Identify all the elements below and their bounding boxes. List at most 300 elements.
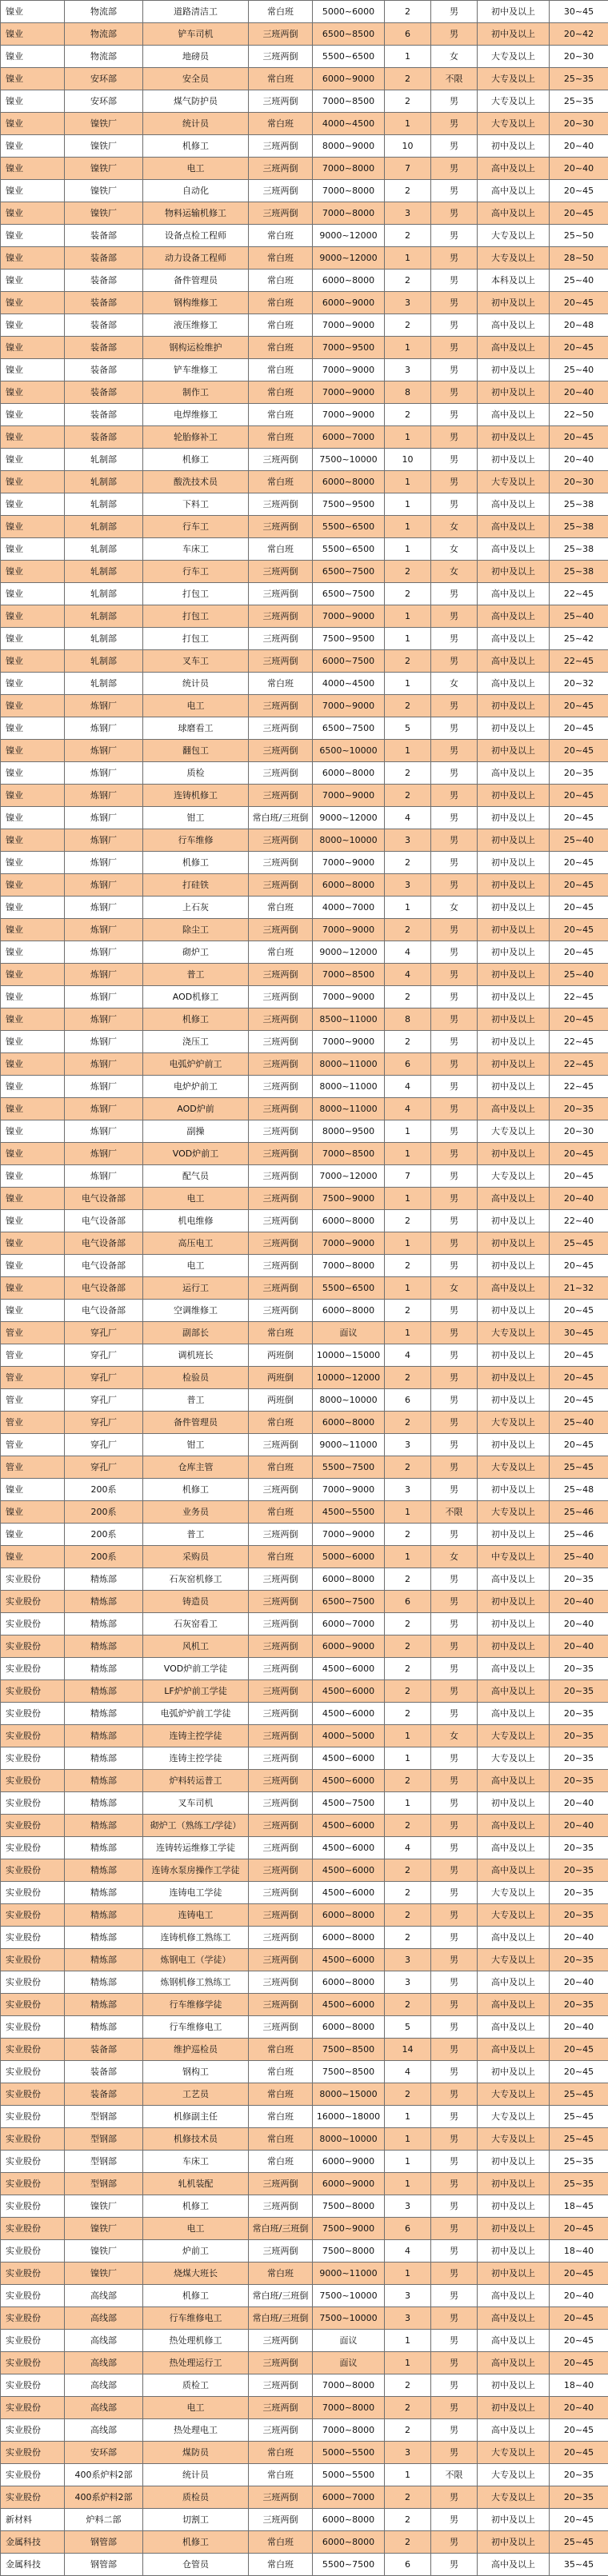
cell-shift: 三班两倒	[249, 583, 313, 605]
cell-gender: 男	[431, 650, 478, 673]
cell-shift: 三班两倒	[249, 2486, 313, 2509]
cell-headcount: 4	[385, 1344, 431, 1367]
cell-education: 高中及以上	[478, 1568, 550, 1591]
cell-shift: 常白班	[249, 247, 313, 270]
cell-age: 20~45	[550, 2352, 608, 2374]
cell-education: 大专及以上	[478, 1904, 550, 1927]
cell-position: 空调维修工	[143, 1300, 249, 1322]
cell-salary: 6000~7000	[313, 2486, 385, 2509]
cell-department: 轧制部	[65, 673, 143, 695]
cell-position: 机修工	[143, 2285, 249, 2307]
cell-education: 高中及以上	[478, 2554, 550, 2576]
cell-company: 镍业	[1, 68, 65, 90]
cell-headcount: 2	[385, 1703, 431, 1725]
cell-shift: 三班两倒	[249, 2419, 313, 2442]
cell-department: 电气设备部	[65, 1210, 143, 1232]
cell-salary: 6000~8000	[313, 874, 385, 897]
cell-education: 初中及以上	[478, 717, 550, 740]
cell-salary: 6000~7000	[313, 1613, 385, 1635]
cell-gender: 男	[431, 1210, 478, 1232]
cell-shift: 三班两倒	[249, 1120, 313, 1143]
cell-position: 统计员	[143, 2464, 249, 2486]
cell-department: 镍铁厂	[65, 2262, 143, 2285]
cell-headcount: 2	[385, 852, 431, 874]
cell-age: 25~50	[550, 225, 608, 247]
cell-company: 镍业	[1, 113, 65, 135]
cell-salary: 8000~15000	[313, 2083, 385, 2106]
cell-company: 镍业	[1, 852, 65, 874]
cell-gender: 女	[431, 1277, 478, 1300]
cell-salary: 4500~6000	[313, 1815, 385, 1837]
cell-company: 实业股份	[1, 2173, 65, 2195]
cell-company: 实业股份	[1, 1882, 65, 1904]
cell-headcount: 2	[385, 270, 431, 292]
cell-salary: 7000~9000	[313, 1031, 385, 1053]
cell-salary: 6000~8000	[313, 1568, 385, 1591]
cell-gender: 男	[431, 1815, 478, 1837]
cell-headcount: 2	[385, 762, 431, 785]
table-row	[1, 2061, 608, 2083]
table-row	[1, 785, 608, 807]
cell-position: 钢构维修工	[143, 292, 249, 314]
cell-shift: 三班两倒	[249, 23, 313, 46]
cell-department: 装备部	[65, 2083, 143, 2106]
cell-age: 25~38	[550, 538, 608, 561]
cell-salary: 7000~9000	[313, 359, 385, 381]
cell-shift: 三班两倒	[249, 740, 313, 762]
cell-department: 精炼部	[65, 1747, 143, 1770]
cell-education: 大专及以上	[478, 1165, 550, 1188]
cell-shift: 三班两倒	[249, 449, 313, 471]
cell-company: 实业股份	[1, 2397, 65, 2419]
cell-salary: 5000~6000	[313, 1, 385, 23]
cell-company: 实业股份	[1, 1792, 65, 1815]
cell-department: 镍铁厂	[65, 2218, 143, 2240]
cell-headcount: 2	[385, 1412, 431, 1434]
cell-headcount: 3	[385, 202, 431, 225]
cell-education: 高中及以上	[478, 202, 550, 225]
cell-education: 初中及以上	[478, 1389, 550, 1412]
cell-education: 初中及以上	[478, 1591, 550, 1613]
cell-education: 高中及以上	[478, 1994, 550, 2016]
cell-shift: 常白班	[249, 68, 313, 90]
cell-department: 型钢部	[65, 2106, 143, 2128]
cell-age: 25~46	[550, 1501, 608, 1524]
cell-shift: 三班两倒	[249, 1635, 313, 1658]
cell-company: 实业股份	[1, 2330, 65, 2352]
cell-company: 实业股份	[1, 1591, 65, 1613]
cell-salary: 7000~8000	[313, 2419, 385, 2442]
cell-gender: 男	[431, 1859, 478, 1882]
cell-department: 炼钢厂	[65, 1008, 143, 1031]
cell-age: 25~38	[550, 493, 608, 516]
cell-company: 管业	[1, 1344, 65, 1367]
cell-department: 炼钢厂	[65, 717, 143, 740]
cell-age: 25~40	[550, 605, 608, 628]
cell-company: 实业股份	[1, 2039, 65, 2061]
cell-position: 球磨看工	[143, 717, 249, 740]
cell-age: 25~45	[550, 2106, 608, 2128]
cell-gender: 男	[431, 740, 478, 762]
cell-shift: 常白班	[249, 404, 313, 426]
cell-gender: 男	[431, 1031, 478, 1053]
cell-headcount: 2	[385, 1031, 431, 1053]
cell-salary: 7000~9000	[313, 404, 385, 426]
cell-headcount: 1	[385, 2128, 431, 2151]
cell-gender: 男	[431, 1770, 478, 1792]
cell-shift: 常白班/三班倒	[249, 2307, 313, 2330]
cell-shift: 三班两倒	[249, 628, 313, 650]
cell-department: 镍铁厂	[65, 135, 143, 158]
cell-salary: 7000~9000	[313, 986, 385, 1008]
cell-headcount: 2	[385, 1524, 431, 1546]
cell-department: 电气设备部	[65, 1232, 143, 1255]
cell-department: 轧制部	[65, 561, 143, 583]
cell-department: 炼钢厂	[65, 964, 143, 986]
cell-age: 20~45	[550, 1344, 608, 1367]
cell-age: 22~45	[550, 986, 608, 1008]
cell-department: 精炼部	[65, 1568, 143, 1591]
cell-shift: 三班两倒	[249, 1927, 313, 1949]
table-row	[1, 2128, 608, 2151]
cell-position: 连铸电工	[143, 1904, 249, 1927]
cell-headcount: 4	[385, 941, 431, 964]
cell-position: 调机班长	[143, 1344, 249, 1367]
table-row	[1, 2173, 608, 2195]
cell-salary: 7000~9000	[313, 381, 385, 404]
cell-position: 连铸电工学徒	[143, 1882, 249, 1904]
cell-position: 机修工	[143, 449, 249, 471]
cell-gender: 男	[431, 1389, 478, 1412]
cell-age: 35~45	[550, 2554, 608, 2576]
cell-age: 20~45	[550, 807, 608, 829]
table-row	[1, 1322, 608, 1344]
cell-shift: 三班两倒	[249, 2195, 313, 2218]
cell-age: 20~45	[550, 740, 608, 762]
cell-position: 钳工	[143, 1434, 249, 1456]
cell-company: 实业股份	[1, 1994, 65, 2016]
cell-headcount: 1	[385, 247, 431, 270]
cell-position: 下料工	[143, 493, 249, 516]
cell-company: 镍业	[1, 1053, 65, 1076]
cell-department: 安环部	[65, 90, 143, 113]
cell-age: 25~40	[550, 1412, 608, 1434]
cell-gender: 女	[431, 516, 478, 538]
cell-education: 高中及以上	[478, 538, 550, 561]
cell-gender: 男	[431, 1524, 478, 1546]
cell-shift: 常白班	[249, 673, 313, 695]
cell-age: 30~45	[550, 1, 608, 23]
cell-salary: 6000~8000	[313, 2016, 385, 2039]
cell-age: 20~40	[550, 1613, 608, 1635]
cell-position: 机修工	[143, 852, 249, 874]
cell-salary: 9000~11000	[313, 2262, 385, 2285]
cell-salary: 6000~8000	[313, 1971, 385, 1994]
cell-department: 精炼部	[65, 1904, 143, 1927]
cell-shift: 两班倒	[249, 1367, 313, 1389]
table-row	[1, 1613, 608, 1635]
cell-shift: 常白班	[249, 1501, 313, 1524]
table-row	[1, 1546, 608, 1568]
cell-shift: 三班两倒	[249, 180, 313, 202]
cell-age: 22~50	[550, 404, 608, 426]
cell-department: 精炼部	[65, 1635, 143, 1658]
cell-shift: 三班两倒	[249, 1770, 313, 1792]
cell-shift: 三班两倒	[249, 1524, 313, 1546]
cell-headcount: 2	[385, 986, 431, 1008]
cell-company: 镍业	[1, 874, 65, 897]
cell-salary: 7500~9000	[313, 2218, 385, 2240]
cell-headcount: 3	[385, 2195, 431, 2218]
cell-position: AOD机修工	[143, 986, 249, 1008]
cell-age: 20~42	[550, 23, 608, 46]
cell-company: 镍业	[1, 1479, 65, 1501]
cell-age: 20~45	[550, 2509, 608, 2531]
cell-shift: 常白班	[249, 292, 313, 314]
cell-shift: 三班两倒	[249, 785, 313, 807]
cell-gender: 男	[431, 1255, 478, 1277]
cell-position: 上石灰	[143, 897, 249, 919]
table-row	[1, 46, 608, 68]
cell-position: 切割工	[143, 2509, 249, 2531]
cell-shift: 常白班	[249, 2061, 313, 2083]
cell-age: 25~40	[550, 1546, 608, 1568]
cell-age: 20~40	[550, 158, 608, 180]
table-row	[1, 23, 608, 46]
table-row	[1, 1568, 608, 1591]
cell-department: 精炼部	[65, 1680, 143, 1703]
cell-education: 高中及以上	[478, 180, 550, 202]
cell-shift: 三班两倒	[249, 852, 313, 874]
cell-gender: 男	[431, 1479, 478, 1501]
cell-gender: 男	[431, 2173, 478, 2195]
cell-company: 实业股份	[1, 2419, 65, 2442]
cell-headcount: 3	[385, 2442, 431, 2464]
cell-age: 22~45	[550, 1076, 608, 1098]
cell-age: 22~45	[550, 1053, 608, 1076]
cell-company: 金属科技	[1, 2531, 65, 2554]
cell-position: 煤气防护员	[143, 90, 249, 113]
cell-education: 大专及以上	[478, 2106, 550, 2128]
cell-department: 炼钢厂	[65, 829, 143, 852]
cell-shift: 三班两倒	[249, 829, 313, 852]
cell-department: 高线部	[65, 2419, 143, 2442]
cell-gender: 男	[431, 1837, 478, 1859]
cell-age: 25~35	[550, 2151, 608, 2173]
cell-education: 高中及以上	[478, 314, 550, 337]
cell-education: 初中及以上	[478, 1479, 550, 1501]
cell-gender: 男	[431, 1949, 478, 1971]
cell-headcount: 6	[385, 1591, 431, 1613]
cell-headcount: 2	[385, 1300, 431, 1322]
cell-headcount: 1	[385, 2173, 431, 2195]
cell-headcount: 2	[385, 404, 431, 426]
cell-position: 叉车司机	[143, 1792, 249, 1815]
cell-gender: 男	[431, 2374, 478, 2397]
cell-salary: 4000~5000	[313, 1725, 385, 1747]
cell-headcount: 6	[385, 2218, 431, 2240]
cell-position: 机修工	[143, 1479, 249, 1501]
cell-headcount: 1	[385, 1747, 431, 1770]
cell-department: 精炼部	[65, 1949, 143, 1971]
cell-headcount: 7	[385, 1165, 431, 1188]
cell-headcount: 2	[385, 314, 431, 337]
cell-headcount: 1	[385, 2106, 431, 2128]
cell-salary: 面议	[313, 1322, 385, 1344]
table-row	[1, 1367, 608, 1389]
cell-headcount: 2	[385, 2419, 431, 2442]
cell-department: 炼钢厂	[65, 807, 143, 829]
cell-salary: 6500~7500	[313, 583, 385, 605]
cell-shift: 常白班	[249, 337, 313, 359]
cell-gender: 男	[431, 1927, 478, 1949]
cell-gender: 男	[431, 852, 478, 874]
cell-position: 钢构运检维护	[143, 337, 249, 359]
table-row	[1, 1412, 608, 1434]
cell-headcount: 1	[385, 426, 431, 449]
table-row	[1, 1053, 608, 1076]
cell-headcount: 1	[385, 1232, 431, 1255]
cell-company: 镍业	[1, 471, 65, 493]
cell-education: 高中及以上	[478, 1277, 550, 1300]
table-row	[1, 2195, 608, 2218]
cell-salary: 7500~9500	[313, 493, 385, 516]
cell-company: 镍业	[1, 1143, 65, 1165]
cell-company: 镍业	[1, 762, 65, 785]
cell-age: 20~35	[550, 762, 608, 785]
cell-headcount: 2	[385, 1904, 431, 1927]
cell-company: 实业股份	[1, 1747, 65, 1770]
cell-age: 20~45	[550, 717, 608, 740]
cell-position: 翻包工	[143, 740, 249, 762]
cell-department: 200系	[65, 1524, 143, 1546]
cell-company: 实业股份	[1, 1568, 65, 1591]
cell-gender: 男	[431, 471, 478, 493]
cell-gender: 男	[431, 695, 478, 717]
cell-education: 初中及以上	[478, 1367, 550, 1389]
table-row	[1, 1927, 608, 1949]
cell-headcount: 3	[385, 2285, 431, 2307]
cell-age: 20~45	[550, 1367, 608, 1389]
cell-age: 20~40	[550, 1792, 608, 1815]
cell-department: 炼钢厂	[65, 1165, 143, 1188]
cell-age: 20~35	[550, 2464, 608, 2486]
cell-age: 20~35	[550, 2486, 608, 2509]
cell-position: 热处理机修工	[143, 2330, 249, 2352]
cell-company: 镍业	[1, 650, 65, 673]
table-row	[1, 740, 608, 762]
cell-headcount: 4	[385, 2061, 431, 2083]
cell-salary: 4500~6000	[313, 1770, 385, 1792]
cell-department: 精炼部	[65, 1927, 143, 1949]
cell-position: 行车维修电工	[143, 2016, 249, 2039]
cell-shift: 三班两倒	[249, 1143, 313, 1165]
cell-age: 20~40	[550, 449, 608, 471]
cell-headcount: 2	[385, 650, 431, 673]
table-row	[1, 2106, 608, 2128]
cell-company: 实业股份	[1, 1815, 65, 1837]
cell-education: 高中及以上	[478, 493, 550, 516]
cell-headcount: 4	[385, 1076, 431, 1098]
cell-education: 高中及以上	[478, 1927, 550, 1949]
cell-department: 轧制部	[65, 493, 143, 516]
cell-headcount: 1	[385, 46, 431, 68]
cell-age: 25~38	[550, 516, 608, 538]
cell-position: 机修工	[143, 1008, 249, 1031]
cell-headcount: 3	[385, 1971, 431, 1994]
cell-headcount: 2	[385, 68, 431, 90]
cell-position: 打硅铁	[143, 874, 249, 897]
table-row	[1, 807, 608, 829]
cell-gender: 男	[431, 628, 478, 650]
cell-education: 初中及以上	[478, 941, 550, 964]
cell-position: 砌炉工（熟练工/学徒）	[143, 1815, 249, 1837]
cell-department: 炼钢厂	[65, 1076, 143, 1098]
cell-salary: 9000~12000	[313, 941, 385, 964]
cell-gender: 男	[431, 2151, 478, 2173]
cell-position: 业务员	[143, 1501, 249, 1524]
cell-department: 高线部	[65, 2374, 143, 2397]
table-row	[1, 270, 608, 292]
cell-age: 25~40	[550, 964, 608, 986]
cell-salary: 6000~8000	[313, 471, 385, 493]
cell-headcount: 2	[385, 1635, 431, 1658]
cell-age: 18~45	[550, 2195, 608, 2218]
cell-company: 镍业	[1, 1188, 65, 1210]
cell-shift: 三班两倒	[249, 135, 313, 158]
cell-department: 炼钢厂	[65, 785, 143, 807]
cell-age: 20~40	[550, 1591, 608, 1613]
cell-shift: 三班两倒	[249, 1188, 313, 1210]
cell-gender: 男	[431, 1076, 478, 1098]
cell-position: 叉车工	[143, 650, 249, 673]
cell-department: 炼钢厂	[65, 1098, 143, 1120]
table-row	[1, 1837, 608, 1859]
cell-salary: 5500~6500	[313, 1277, 385, 1300]
cell-department: 炼钢厂	[65, 762, 143, 785]
cell-headcount: 2	[385, 2083, 431, 2106]
table-row	[1, 1591, 608, 1613]
cell-headcount: 3	[385, 1479, 431, 1501]
cell-department: 高线部	[65, 2352, 143, 2374]
table-row	[1, 1, 608, 23]
cell-education: 大专及以上	[478, 2486, 550, 2509]
cell-position: 道路清洁工	[143, 1, 249, 23]
cell-education: 初中及以上	[478, 381, 550, 404]
cell-salary: 6000~7500	[313, 650, 385, 673]
cell-salary: 6500~8500	[313, 23, 385, 46]
cell-position: 电炉炉前工	[143, 1076, 249, 1098]
table-row	[1, 225, 608, 247]
cell-education: 初中及以上	[478, 740, 550, 762]
cell-shift: 三班两倒	[249, 1815, 313, 1837]
cell-headcount: 2	[385, 2374, 431, 2397]
cell-salary: 4500~7500	[313, 1792, 385, 1815]
cell-department: 镍铁厂	[65, 158, 143, 180]
cell-shift: 三班两倒	[249, 2509, 313, 2531]
cell-gender: 男	[431, 605, 478, 628]
cell-age: 20~45	[550, 2330, 608, 2352]
cell-shift: 三班两倒	[249, 1053, 313, 1076]
cell-department: 轧制部	[65, 628, 143, 650]
cell-shift: 三班两倒	[249, 2240, 313, 2262]
cell-company: 实业股份	[1, 1949, 65, 1971]
cell-salary: 8000~10000	[313, 829, 385, 852]
cell-education: 大专及以上	[478, 1747, 550, 1770]
cell-salary: 6000~9000	[313, 1635, 385, 1658]
table-row	[1, 2486, 608, 2509]
cell-salary: 7500~8000	[313, 2195, 385, 2218]
